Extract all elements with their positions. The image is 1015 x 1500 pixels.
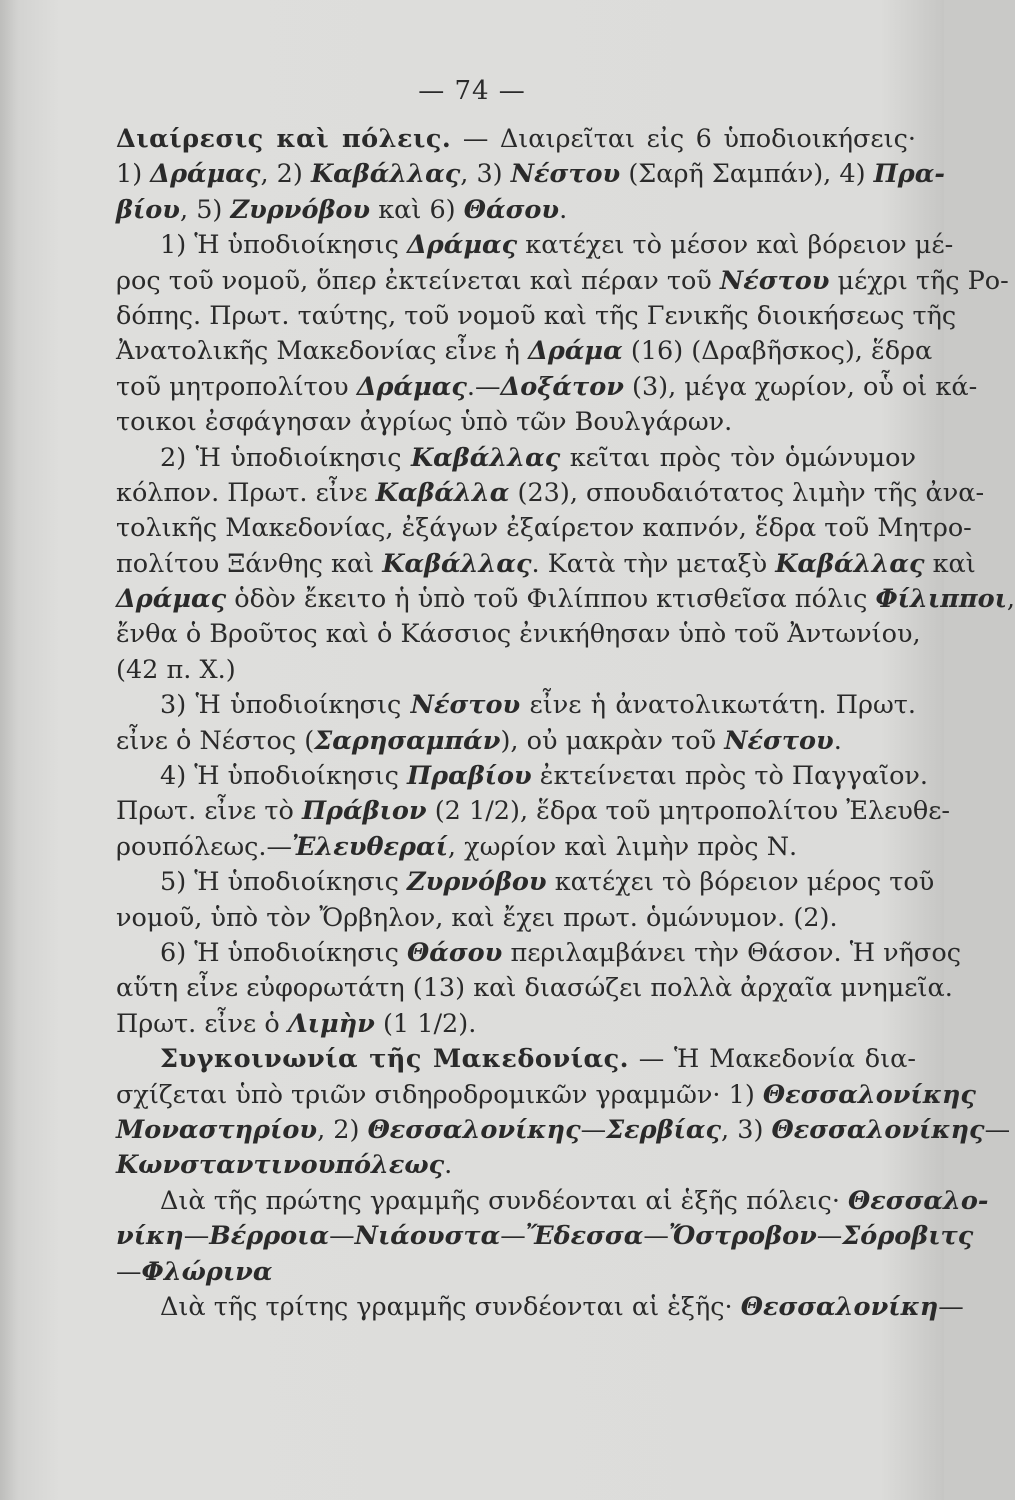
emphasis: Θεσσαλονίκης [762,1079,976,1110]
text-line: πολίτου Ξάνθης καὶ Καβάλλας. Κατὰ τὴν μεταξὺ Καβάλλας καὶ [116,548,976,579]
emphasis: Δράμα [528,336,623,367]
emphasis: Ἐλευθεραί [292,831,448,862]
text-line: Μοναστηρίου, 2) Θεσσαλονίκης—Σερβίας, 3) Θεσσαλονίκης— [116,1114,1011,1145]
emphasis: Πραβίου [407,761,532,792]
emphasis: νίκη [116,1221,184,1252]
emphasis: Θάσου [407,937,503,968]
emphasis: Ζυρνόβου [230,194,371,225]
emphasis: Βέρροια [209,1221,330,1252]
text-line: 6) Ἡ ὑποδιοίκησις Θάσου περιλαμβάνει τὴν Θάσον. Ἡ νῆσος [160,937,961,968]
text-line: βίου, 5) Ζυρνόβου καὶ 6) Θάσου. [116,194,568,225]
emphasis: Πρα- [873,159,945,190]
emphasis: Καβάλλας [382,548,532,579]
emphasis: Νέστου [510,159,621,190]
emphasis: Ἔδεσσα [525,1221,644,1252]
text-line: δόπης. Πρωτ. ταύτης, τοῦ νομοῦ καὶ τῆς Γενικῆς διοικήσεως τῆς [116,300,957,331]
text-line: κόλπον. Πρωτ. εἶνε Καβάλλα (23), σπουδαιότατος λιμὴν τῆς ἀνα- [116,477,985,508]
text-line: —Φλώρινα [116,1256,273,1287]
emphasis: Θεσσαλο- [848,1185,989,1216]
page-number: — 74 — [418,76,526,106]
text-line: Διὰ τῆς τρίτης γραμμῆς συνδέονται αἱ ἑξῆς· Θεσσαλονίκη— [160,1291,964,1322]
text-line: 1) Ἡ ὑποδιοίκησις Δράμας κατέχει τὸ μέσον καὶ βόρειον μέ- [160,230,954,261]
text-line: Διαίρεσις καὶ πόλεις. — Διαιρεῖται εἰς 6 ὑποδιοικήσεις· [116,124,916,154]
text-line: ἔνθα ὁ Βροῦτος καὶ ὁ Κάσσιος ἐνικήθησαν ὑπὸ τοῦ Ἀντωνίου, [116,619,921,650]
emphasis: Καβάλλας [310,159,461,190]
emphasis: Μοναστηρίου [116,1114,318,1145]
emphasis: Σόροβιτς [842,1221,974,1252]
text-line: 5) Ἡ ὑποδιοίκησις Ζυρνόβου κατέχει τὸ βόρειον μέρος τοῦ [160,867,935,898]
emphasis: Σερβίας [606,1114,722,1145]
emphasis: Δράμας [356,371,467,402]
emphasis: Νιάουστα [354,1221,501,1252]
text-line: Πρωτ. εἶνε ὁ Λιμὴν (1 1/2). [116,1008,477,1039]
emphasis: Φίλιπποι [875,584,1007,615]
text-line: 1) Δράμας, 2) Καβάλλας, 3) Νέστου (Σαρῆ Σαμπάν), 4) Πρα- [116,159,945,190]
text-line: (42 π. Χ.) [116,654,236,685]
emphasis: Θεσσαλονίκη [740,1291,939,1322]
text-line: τοῦ μητροπολίτου Δράμας.—Δοξάτον (3), μέγα χωρίον, οὗ οἱ κά- [116,371,978,402]
emphasis: Δοξάτον [500,371,624,402]
emphasis: Καβάλλας [775,548,925,579]
text-line: νίκη—Βέρροια—Νιάουστα—Ἔδεσσα—Ὄστροβον—Σόροβιτς [116,1221,974,1252]
text-line: 4) Ἡ ὑποδιοίκησις Πραβίου ἐκτείνεται πρὸς τὸ Παγγαῖον. [160,761,929,792]
emphasis: Καβάλλα [375,477,510,508]
text-line: τολικῆς Μακεδονίας, ἐξάγων ἐξαίρετον καπνόν, ἕδρα τοῦ Μητρο- [116,513,972,544]
emphasis: Δράμας [407,230,518,261]
emphasis: Δράμας [116,584,227,615]
text-line: αὕτη εἶνε εὐφορωτάτη (13) καὶ διασώζει πολλὰ ἀρχαῖα μνημεῖα. [116,973,953,1004]
emphasis: Θεσσαλονίκης [771,1114,985,1145]
emphasis: Ὄστροβον [668,1221,817,1252]
text-line: 2) Ἡ ὑποδιοίκησις Καβάλλας κεῖται πρὸς τὸν ὁμώνυμον [160,442,917,473]
text-line: Κωνσταντινουπόλεως. [116,1150,453,1181]
text-line: νομοῦ, ὑπὸ τὸν Ὄρβηλον, καὶ ἔχει πρωτ. ὁμώνυμον. (2). [116,902,838,933]
text-line: εἶνε ὁ Νέστος (Σαρησαμπάν), οὐ μακρὰν τοῦ Νέστου. [116,725,842,756]
emphasis: Θεσσαλονίκης [367,1114,581,1145]
emphasis: Νέστου [724,725,834,756]
text-line: Συγκοινωνία τῆς Μακεδονίας. — Ἡ Μακεδονία δια- [160,1044,916,1075]
emphasis: Ζυρνόβου [407,867,547,898]
text-line: τοικοι ἐσφάγησαν ἀγρίως ὑπὸ τῶν Βουλγάρων. [116,407,733,438]
text-line: ρουπόλεως.—Ἐλευθεραί, χωρίον καὶ λιμὴν πρὸς Ν. [116,831,798,862]
text-line: Ἀνατολικῆς Μακεδονίας εἶνε ἡ Δράμα (16) (Δραβῆσκος), ἕδρα [116,336,933,367]
emphasis: Θάσου [463,194,560,225]
emphasis: Καβάλλας [411,442,561,473]
emphasis: Σαρησαμπάν [314,725,501,756]
emphasis: Δράμας [150,159,261,190]
emphasis: Πράβιον [301,796,427,827]
text-line: Πρωτ. εἶνε τὸ Πράβιον (2 1/2), ἕδρα τοῦ μητροπολίτου Ἐλευθε- [116,796,951,827]
emphasis: Νέστου [410,690,521,721]
emphasis: Λιμὴν [287,1008,375,1039]
text-line: σχίζεται ὑπὸ τριῶν σιδηροδρομικῶν γραμμῶν· 1) Θεσσαλονίκης [116,1079,976,1110]
body-text [116,122,1015,1325]
text-line: ρος τοῦ νομοῦ, ὅπερ ἐκτείνεται καὶ πέραν τοῦ Νέστου μέχρι τῆς Ρο- [116,265,1009,296]
emphasis: Διαίρεσις καὶ πόλεις. [116,124,452,154]
emphasis: Συγκοινωνία τῆς Μακεδονίας. [160,1044,629,1075]
emphasis: Κωνσταντινουπόλεως [116,1150,445,1181]
text-line: 3) Ἡ ὑποδιοίκησις Νέστου εἶνε ἡ ἀνατολικωτάτη. Πρωτ. [160,690,916,721]
text-line: Διὰ τῆς πρώτης γραμμῆς συνδέονται αἱ ἑξῆς πόλεις· Θεσσαλο- [160,1185,989,1216]
emphasis: Νέστου [719,265,830,296]
emphasis: Φλώρινα [141,1256,273,1287]
emphasis: βίου [116,194,180,225]
text-line: Δράμας ὁδὸν ἔκειτο ἡ ὑπὸ τοῦ Φιλίππου κτισθεῖσα πόλις Φίλιπποι, [116,584,1015,615]
